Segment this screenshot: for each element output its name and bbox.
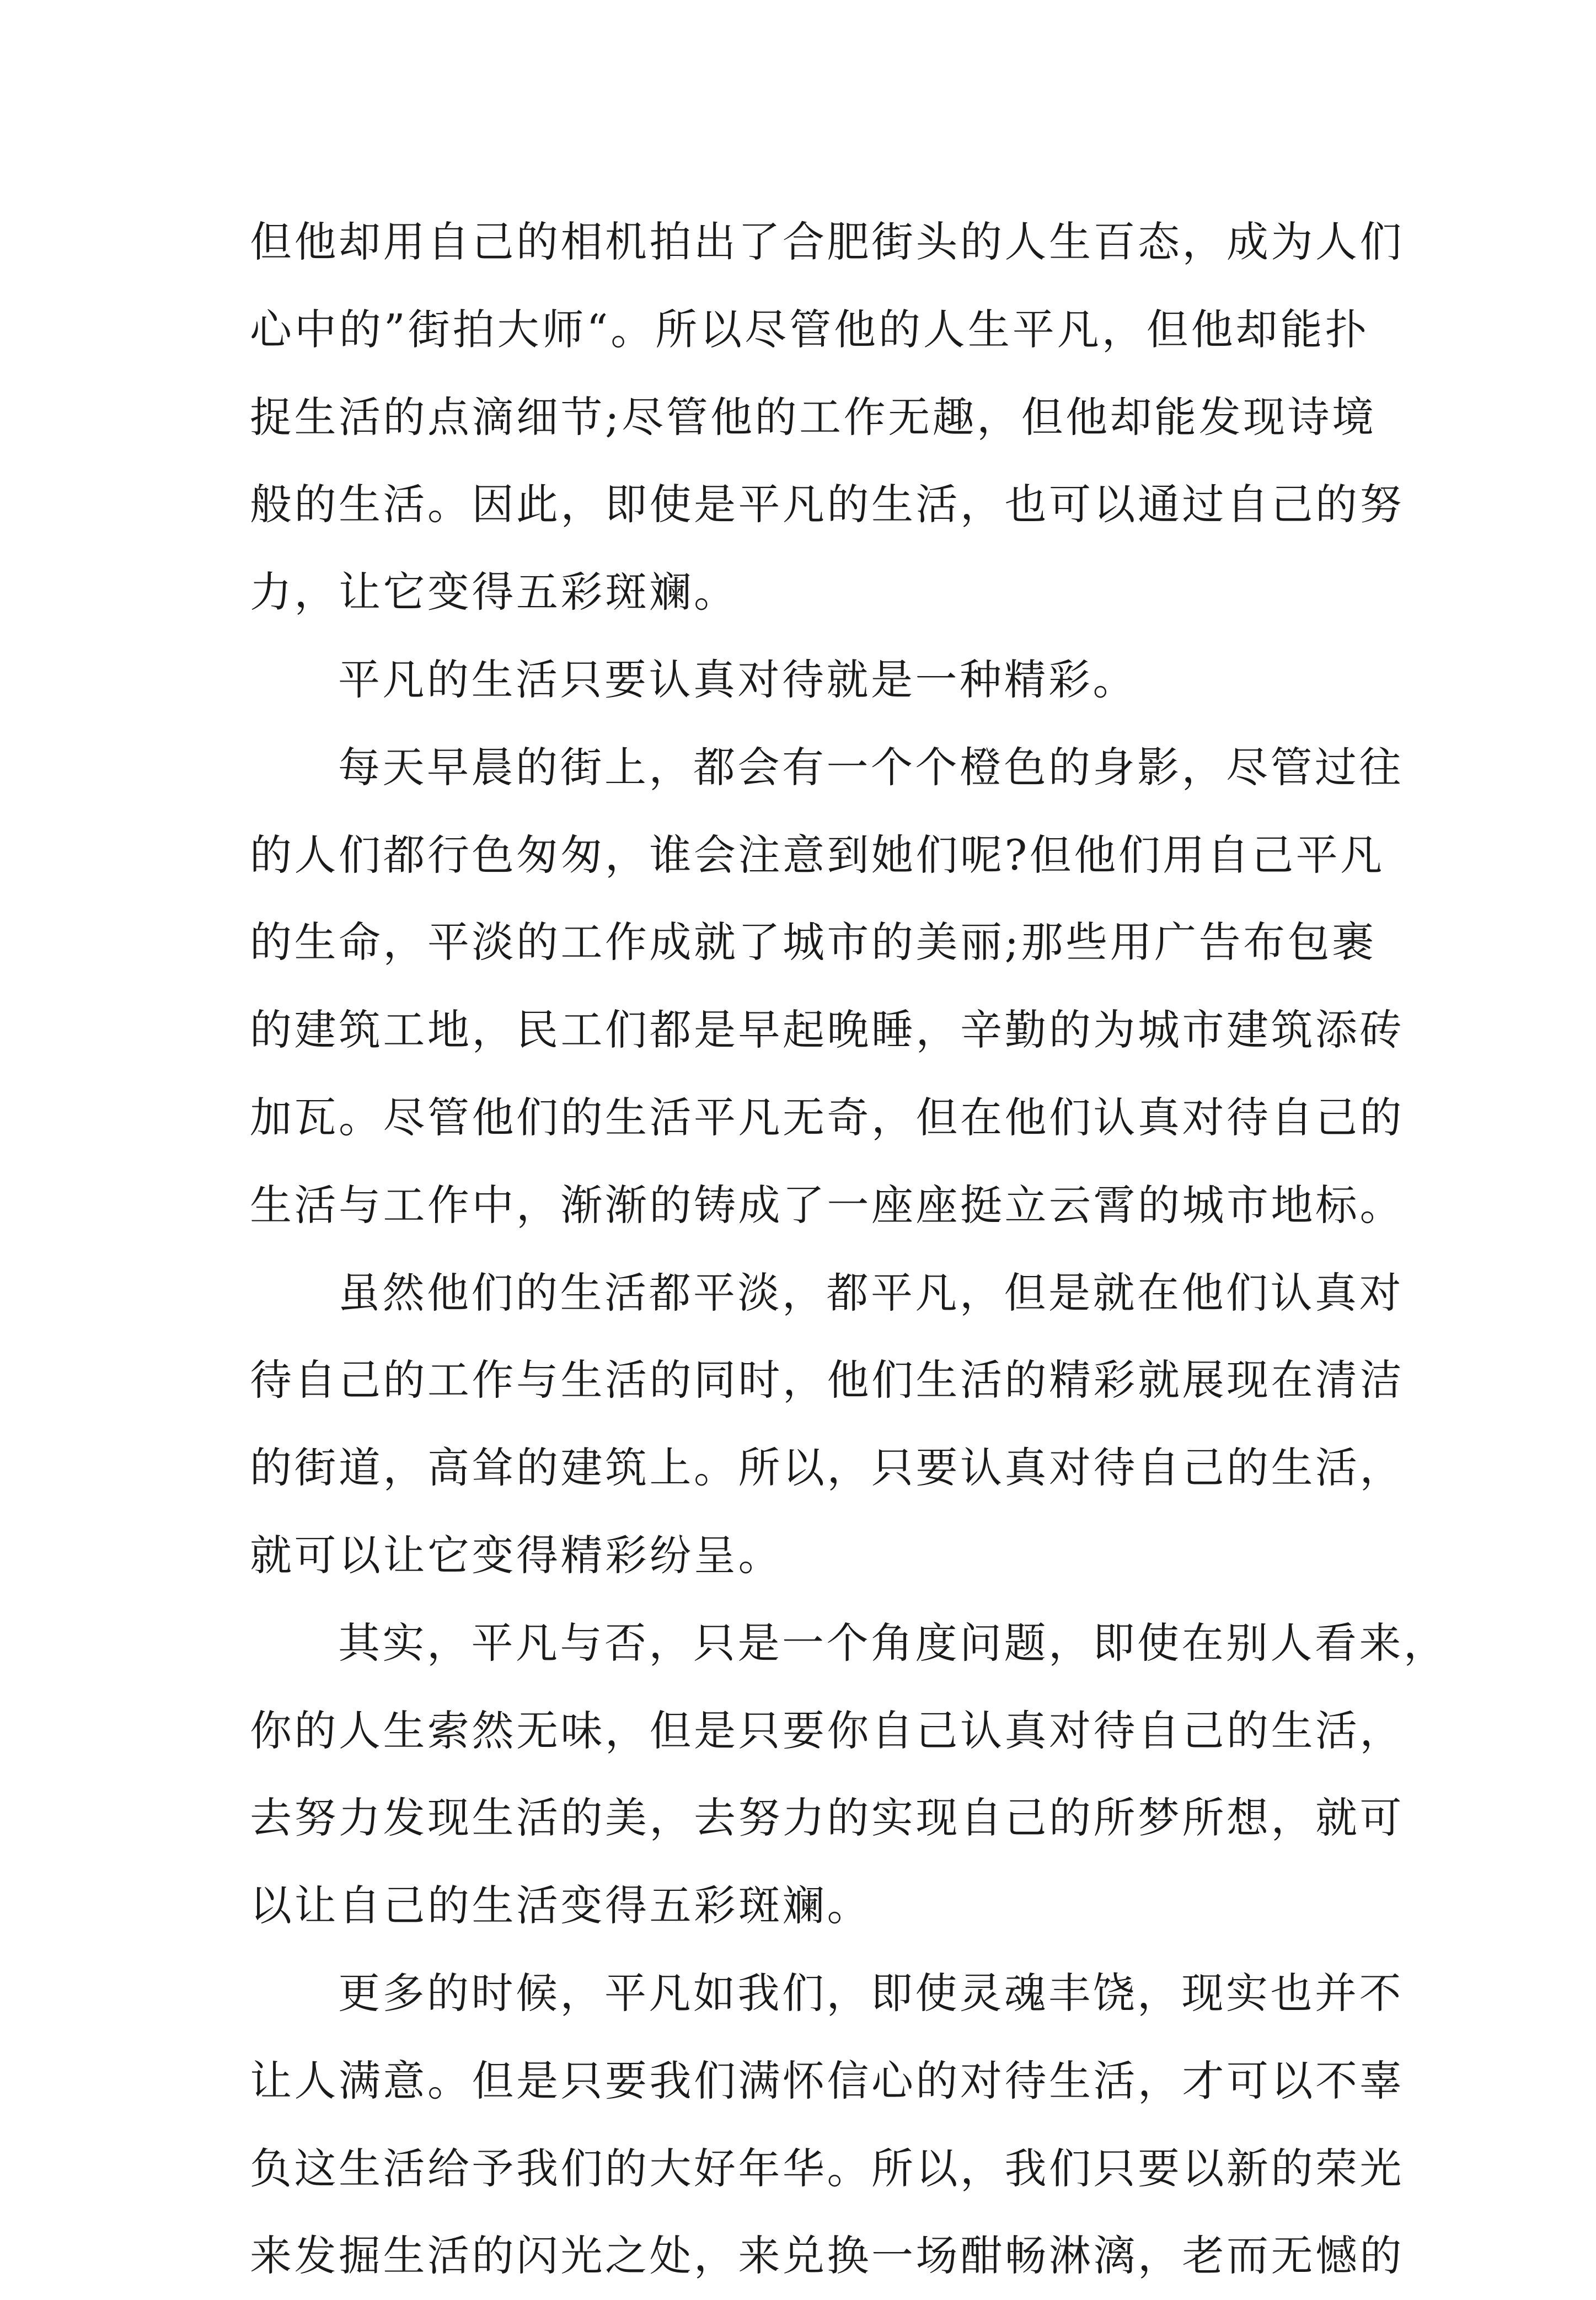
text-line: 每天早晨的街上，都会有一个个橙色的身影，尽管过往 bbox=[338, 742, 1404, 792]
paragraph bbox=[250, 636, 1369, 724]
text-line: 平凡的生活只要认真对待就是一种精彩。 bbox=[338, 655, 1137, 704]
paragraph bbox=[250, 724, 1404, 1250]
text-line: 负这生活给予我们的大好年华。所以，我们只要以新的荣光 bbox=[250, 2143, 1404, 2193]
text-line: 的建筑工地，民工们都是早起晚睡，辛勤的为城市建筑添砖 bbox=[250, 1005, 1404, 1055]
text-line: 心中的”街拍大师“。所以尽管他的人生平凡，但他却能扑 bbox=[250, 304, 1369, 354]
text-line: 更多的时候，平凡如我们，即使灵魂丰饶，现实也并不 bbox=[338, 1968, 1404, 2018]
text-line: 力，让它变得五彩斑斓。 bbox=[250, 567, 738, 617]
text-line: 虽然他们的生活都平淡，都平凡，但是就在他们认真对 bbox=[338, 1268, 1404, 1317]
text-line: 般的生活。因此，即使是平凡的生活，也可以通过自己的努 bbox=[250, 480, 1404, 529]
text-line: 生活与工作中，渐渐的铸成了一座座挺立云霄的城市地标。 bbox=[250, 1180, 1404, 1230]
text-line: 待自己的工作与生活的同时，他们生活的精彩就展现在清洁 bbox=[250, 1355, 1404, 1405]
paragraph bbox=[250, 1950, 1404, 2300]
paragraph bbox=[250, 199, 1404, 636]
text-line: 以让自己的生活变得五彩斑斓。 bbox=[250, 1881, 871, 1931]
text-line: 让人满意。但是只要我们满怀信心的对待生活，才可以不辜 bbox=[250, 2056, 1404, 2105]
paragraph bbox=[250, 1600, 1448, 1950]
text-line: 的街道，高耸的建筑上。所以，只要认真对待自己的生活， bbox=[250, 1443, 1404, 1493]
text-line: 的生命，平淡的工作成就了城市的美丽;那些用广告布包裹 bbox=[250, 918, 1377, 967]
text-line: 但他却用自己的相机拍出了合肥街头的人生百态，成为人们 bbox=[250, 217, 1404, 266]
text-line: 就可以让它变得精彩纷呈。 bbox=[250, 1530, 783, 1580]
text-line: 的人们都行色匆匆，谁会注意到她们呢?但他们用自己平凡 bbox=[250, 830, 1385, 880]
text-line: 其实，平凡与否，只是一个角度问题，即使在别人看来， bbox=[338, 1618, 1448, 1668]
text-line: 你的人生索然无味，但是只要你自己认真对待自己的生活， bbox=[250, 1706, 1404, 1755]
text-line: 去努力发现生活的美，去努力的实现自己的所梦所想，就可 bbox=[250, 1793, 1404, 1843]
text-line: 捉生活的点滴细节;尽管他的工作无趣，但他却能发现诗境 bbox=[250, 392, 1377, 442]
text-line: 加瓦。尽管他们的生活平凡无奇，但在他们认真对待自己的 bbox=[250, 1092, 1404, 1142]
paragraph bbox=[250, 1250, 1404, 1600]
text-line: 来发掘生活的闪光之处，来兑换一场酣畅淋漓，老而无憾的 bbox=[250, 2231, 1404, 2281]
body-text bbox=[250, 199, 1448, 2300]
